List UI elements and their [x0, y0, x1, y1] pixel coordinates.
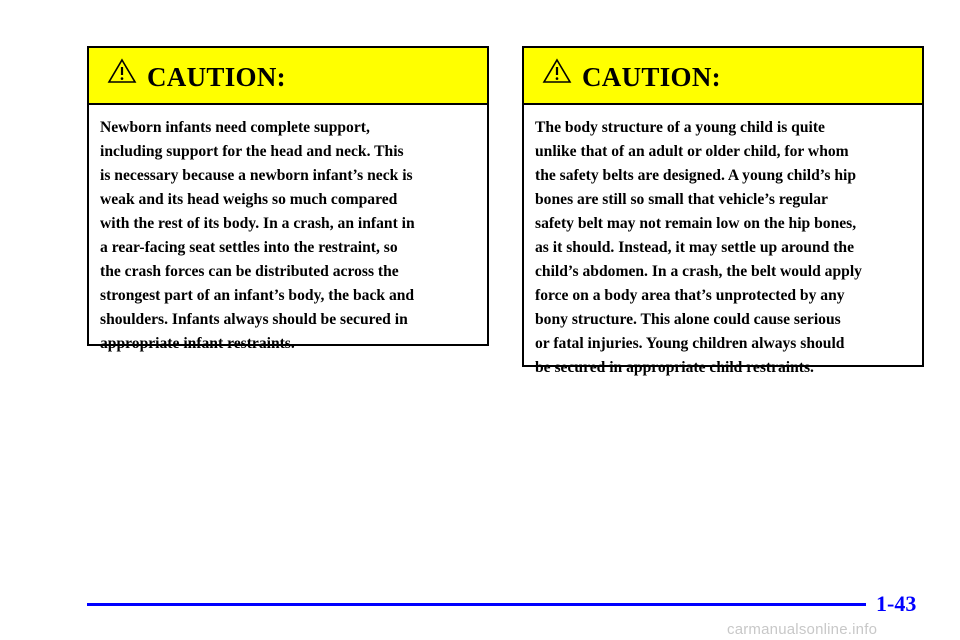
caution-text-line: The body structure of a young child is quite [535, 119, 825, 136]
caution-title: CAUTION: [582, 62, 721, 92]
watermark: carmanualsonline.info [727, 621, 878, 638]
caution-text-line: Newborn infants need complete support, [100, 119, 370, 136]
caution-text-line: shoulders. Infants always should be secured in [100, 311, 408, 328]
caution-text-line: weak and its head weighs so much compared [100, 191, 398, 208]
caution-text-line: the safety belts are designed. A young child’s hip [535, 167, 857, 184]
footer-rule [87, 603, 866, 606]
caution-box-young-children [522, 46, 924, 376]
caution-header [89, 48, 487, 105]
caution-text-line: with the rest of its body. In a crash, an infant in [100, 215, 415, 232]
caution-text-line: force on a body area that’s unprotected by any [535, 287, 845, 304]
page-number: 1-43 [876, 591, 917, 616]
caution-text-line: strongest part of an infant’s body, the back and [100, 287, 415, 304]
caution-text-line: or fatal injuries. Young children always should [535, 335, 845, 352]
caution-text-line: a rear-facing seat settles into the restraint, so [100, 239, 398, 256]
caution-text-line: bony structure. This alone could cause serious [535, 311, 841, 328]
caution-text-line: child’s abdomen. In a crash, the belt would apply [535, 263, 862, 280]
caution-text [524, 105, 922, 380]
caution-text-line: as it should. Instead, it may settle up around the [535, 239, 855, 256]
caution-text-line: safety belt may not remain low on the hip bones, [535, 215, 857, 232]
warning-triangle-icon [542, 58, 572, 84]
caution-text-line: be secured in appropriate child restraints. [535, 359, 814, 376]
caution-title: CAUTION: [147, 62, 286, 92]
caution-text-line: is necessary because a newborn infant’s neck is [100, 167, 413, 184]
caution-text [89, 105, 487, 356]
caution-text-line: bones are still so small that vehicle’s regular [535, 191, 828, 208]
caution-header [524, 48, 922, 105]
caution-text-line: the crash forces can be distributed across the [100, 263, 399, 280]
caution-text-line: appropriate infant restraints. [100, 335, 295, 352]
warning-triangle-icon [107, 58, 137, 84]
caution-text-line: unlike that of an adult or older child, for whom [535, 143, 849, 160]
caution-box-infants [87, 46, 489, 352]
caution-text-line: including support for the head and neck. This [100, 143, 404, 160]
